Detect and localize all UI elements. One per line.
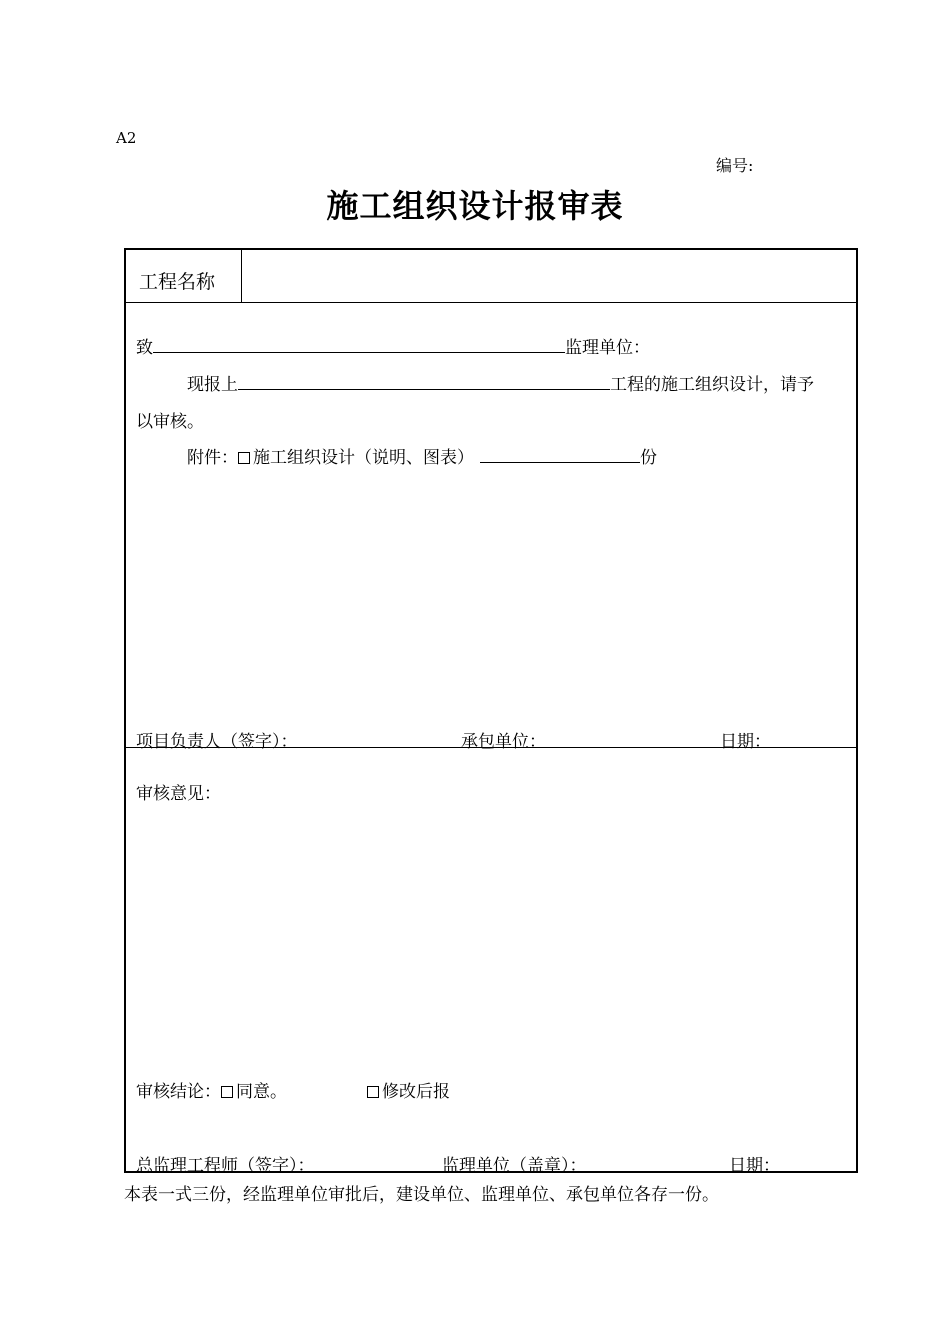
attachment-line — [187, 443, 657, 468]
review-conclusion-label: 审核结论： — [136, 1082, 221, 1102]
section2-date-label: 日期： — [729, 1156, 780, 1176]
contractor-label: 承包单位： — [461, 732, 546, 752]
project-manager-label: 项目负责人（签字）： — [136, 732, 298, 752]
supervisor-seal-label: 监理单位（盖章）： — [442, 1156, 587, 1176]
addressee-prefix: 致 — [136, 338, 153, 358]
report-line — [187, 370, 814, 395]
footnote: 本表一式三份，经监理单位审批后，建设单位、监理单位、承包单位各存一份。 — [124, 1185, 719, 1205]
report-line-2: 以审核。 — [136, 412, 204, 432]
row-divider-header — [126, 302, 856, 303]
review-conclusion-line — [136, 1077, 287, 1102]
project-name-label: 工程名称 — [139, 271, 216, 293]
form-code: A2 — [116, 129, 137, 147]
report-project-field[interactable] — [238, 372, 610, 390]
report-form-table — [124, 248, 858, 1176]
revise-option: 修改后报 — [382, 1082, 450, 1102]
form-title: 施工组织设计报审表 — [326, 187, 624, 225]
section1-date-label: 日期： — [720, 732, 771, 752]
attachment-count-field[interactable] — [480, 445, 640, 463]
serial-number-label: 编号: — [716, 156, 754, 175]
attachment-label: 附件： — [187, 448, 238, 468]
addressee-suffix: 监理单位： — [565, 338, 650, 358]
agree-checkbox[interactable] — [221, 1086, 233, 1098]
column-divider-header — [241, 250, 242, 302]
revise-checkbox[interactable] — [367, 1086, 379, 1098]
project-name-field[interactable] — [243, 252, 855, 300]
addressee-field[interactable] — [153, 335, 565, 353]
review-opinion-label: 审核意见： — [136, 784, 221, 804]
addressee-line — [136, 333, 650, 358]
agree-option: 同意。 — [236, 1082, 287, 1102]
revise-option-line — [367, 1077, 450, 1102]
report-prefix: 现报上 — [187, 375, 238, 395]
attachment-unit: 份 — [640, 448, 657, 468]
row-divider-section — [126, 747, 856, 748]
report-suffix: 工程的施工组织设计，请予 — [610, 375, 814, 395]
attachment-item: 施工组织设计（说明、图表） — [253, 448, 474, 468]
attachment-checkbox[interactable] — [238, 452, 250, 464]
chief-engineer-label: 总监理工程师（签字）： — [136, 1156, 315, 1176]
